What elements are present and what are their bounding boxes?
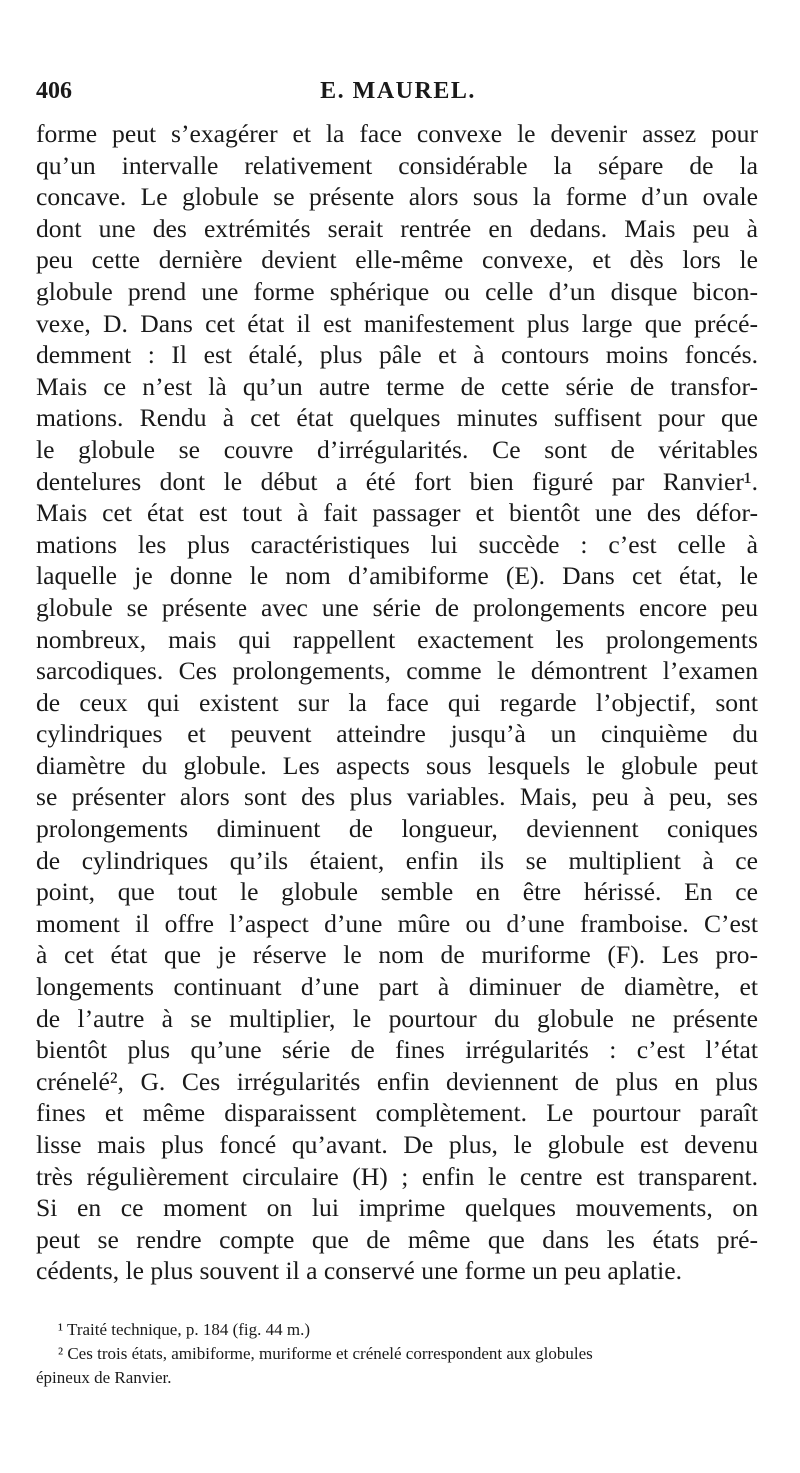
footnote-2: ² Ces trois états, amibiforme, muriforme et crénelé correspondent aux globules: [58, 1344, 593, 1363]
text-line: crénelé², G. Ces irrégularités enfin deviennent de plus en plus: [36, 1066, 758, 1096]
text-line: le globule se couvre d’irrégularités. Ce sont de véritables: [36, 434, 758, 464]
text-line: bientôt plus qu’une série de fines irrégularités : c’est l’état: [36, 1035, 758, 1065]
text-line: point, que tout le globule semble en être hérissé. En ce: [36, 877, 758, 907]
text-line: peu cette dernière devient elle-même convexe, et dès lors le: [36, 245, 758, 275]
text-line: Mais ce n’est là qu’un autre terme de cette série de transfor-: [36, 371, 758, 401]
text-line: Mais cet état est tout à fait passager et bientôt une des défor-: [36, 498, 758, 528]
text-line: dont une des extrémités serait rentrée en dedans. Mais peu à: [36, 213, 758, 243]
text-line: de l’autre à se multiplier, le pourtour du globule ne présente: [36, 1003, 758, 1033]
text-line: de cylindriques qu’ils étaient, enfin ils se multiplient à ce: [36, 845, 758, 875]
text-line: mations les plus caractéristiques lui succède : c’est celle à: [36, 529, 758, 559]
text-line: moment il offre l’aspect d’une mûre ou d’une framboise. C’est: [36, 908, 758, 938]
text-line: mations. Rendu à cet état quelques minutes suffisent pour que: [36, 403, 758, 433]
text-line: fines et même disparaissent complètement. Le pourtour paraît: [36, 1098, 758, 1128]
body-text: [36, 118, 758, 1287]
text-line: qu’un intervalle relativement considérable la sépare de la: [36, 150, 758, 180]
text-line: concave. Le globule se présente alors sous la forme d’un ovale: [36, 182, 758, 212]
text-line: dentelures dont le début a été fort bien figuré par Ranvier¹.: [36, 466, 758, 496]
text-line: globule prend une forme sphérique ou celle d’un disque bicon-: [36, 276, 758, 306]
page-header: [36, 78, 760, 112]
footnotes: [36, 1318, 758, 1390]
footnote-2-continued: épineux de Ranvier.: [36, 1368, 172, 1387]
footnote-1: ¹ Traité technique, p. 184 (fig. 44 m.): [58, 1320, 311, 1339]
text-line: lisse mais plus foncé qu’avant. De plus, le globule est devenu: [36, 1130, 758, 1159]
text-line: globule se présente avec une série de prolongements encore peu: [36, 592, 758, 622]
text-line: vexe, D. Dans cet état il est manifestement plus large que précé-: [36, 308, 758, 338]
text-line: Si en ce moment on lui imprime quelques mouvements, on: [36, 1193, 758, 1223]
text-line: nombreux, mais qui rappellent exactement les prolongements: [36, 624, 758, 654]
text-line: cédents, le plus souvent il a conservé une forme un peu aplatie.: [36, 1256, 683, 1286]
text-line: de ceux qui existent sur la face qui regarde l’objectif, sont: [36, 687, 758, 717]
text-line: très régulièrement circulaire (H) ; enfin le centre est transparent.: [36, 1161, 758, 1191]
page-number: 406: [36, 78, 72, 104]
text-line: à cet état que je réserve le nom de muriforme (F). Les pro-: [36, 940, 758, 970]
text-line: demment : Il est étalé, plus pâle et à contours moins foncés.: [36, 340, 758, 370]
text-line: laquelle je donne le nom d’amibiforme (E). Dans cet état, le: [36, 561, 758, 591]
text-line: prolongements diminuent de longueur, deviennent coniques: [36, 814, 758, 844]
text-line: forme peut s’exagérer et la face convexe le devenir assez pour: [36, 119, 758, 148]
text-line: longements continuant d’une part à diminuer de diamètre, et: [36, 972, 758, 1002]
text-line: peut se rendre compte que de même que dans les états pré-: [36, 1224, 758, 1254]
text-line: cylindriques et peuvent atteindre jusqu’à un cinquième du: [36, 719, 758, 749]
running-head: E. MAUREL.: [320, 78, 476, 104]
text-line: se présenter alors sont des plus variables. Mais, peu à peu, ses: [36, 782, 758, 812]
text-line: diamètre du globule. Les aspects sous lesquels le globule peut: [36, 750, 758, 780]
text-line: sarcodiques. Ces prolongements, comme le démontrent l’examen: [36, 656, 758, 686]
